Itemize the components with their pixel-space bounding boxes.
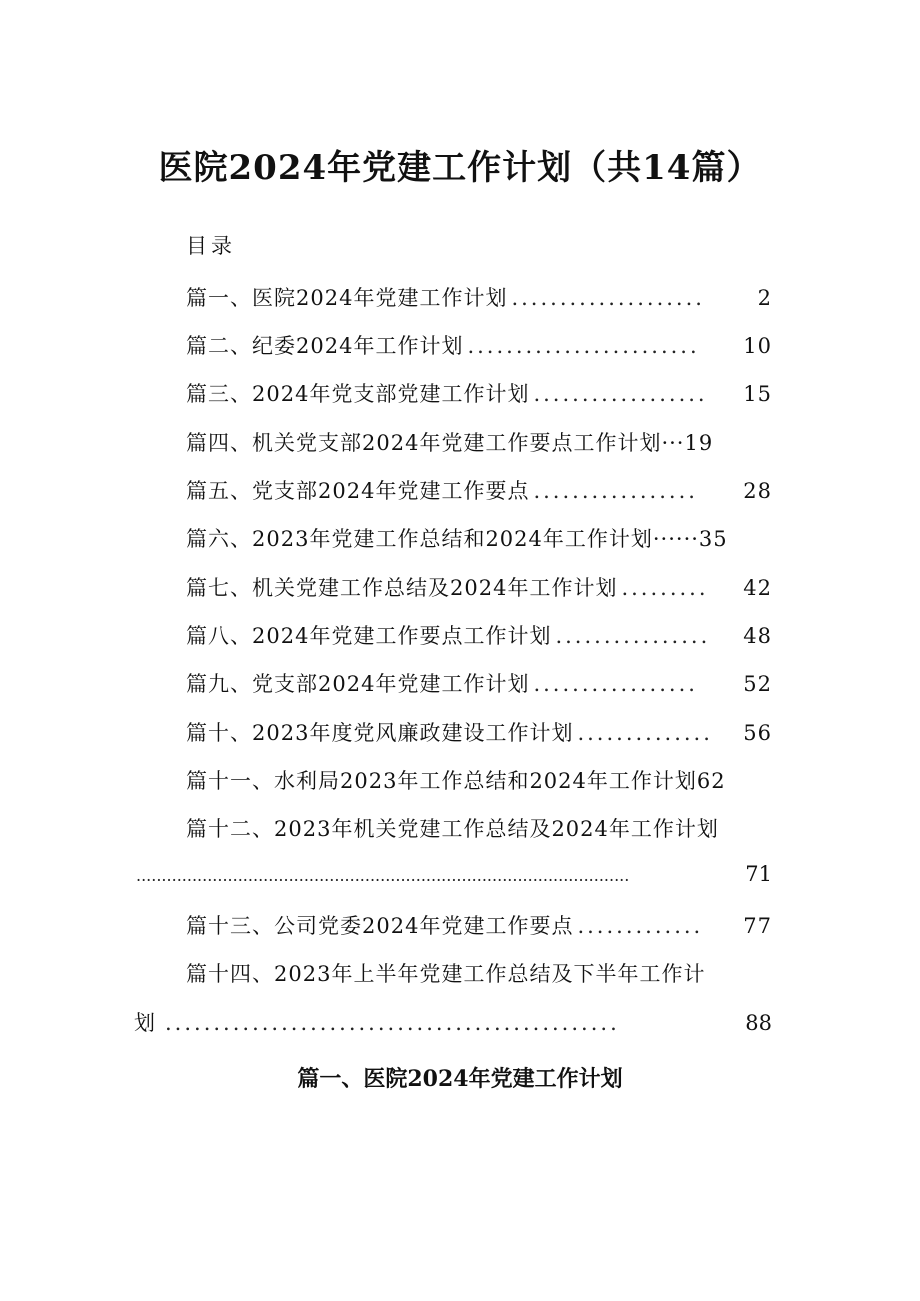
toc-page-number: 56 (743, 721, 772, 745)
toc-entry-12-line-1[interactable] (186, 813, 719, 853)
toc-entry-11[interactable] (186, 765, 772, 805)
toc-entry-4[interactable] (186, 427, 772, 467)
toc-leader: ................ (555, 624, 711, 648)
section-heading: 篇一、医院2024年党建工作计划 (297, 1066, 623, 1092)
toc-leader: ................. (533, 479, 698, 503)
toc-entry-10[interactable] (186, 717, 772, 757)
toc-entry-label: 篇七、机关党建工作总结及2024年工作计划 (186, 576, 618, 600)
toc-entry-label: 篇九、党支部2024年党建工作计划 (186, 672, 530, 696)
toc-leader: ................................................................................................. (136, 866, 630, 885)
toc-entry-label: 划 (134, 1011, 155, 1035)
toc-leader: ................. (533, 672, 698, 696)
toc-leader: ......... (621, 576, 709, 600)
toc-page-number: 15 (743, 382, 772, 406)
toc-leader: .............. (577, 721, 713, 745)
toc-page-number: 52 (743, 672, 772, 696)
toc-entry-9[interactable] (186, 668, 772, 708)
toc-leader: .................... (511, 286, 705, 310)
toc-entry-6[interactable] (186, 523, 772, 563)
toc-entry-label: 篇十二、2023年机关党建工作总结及2024年工作计划 (186, 817, 719, 841)
toc-entry-label: 篇四、机关党支部2024年党建工作要点工作计划···19 (186, 431, 714, 455)
toc-page-number: 28 (743, 479, 772, 503)
toc-page-number: 2 (757, 286, 772, 310)
toc-entry-label: 篇八、2024年党建工作要点工作计划 (186, 624, 552, 648)
toc-page-number: 42 (743, 576, 772, 600)
toc-entry-7[interactable] (186, 572, 772, 612)
toc-page-number: 71 (745, 862, 772, 886)
toc-page-number: 48 (743, 624, 772, 648)
document-title: 医院2024年党建工作计划（共14篇） (158, 148, 762, 188)
toc-entry-label: 篇十三、公司党委2024年党建工作要点 (186, 914, 574, 938)
toc-entry-3[interactable] (186, 378, 772, 418)
toc-entry-label: 篇十、2023年度党风廉政建设工作计划 (186, 721, 574, 745)
toc-page-number: 10 (743, 334, 772, 358)
toc-entry-label: 篇六、2023年党建工作总结和2024年工作计划······35 (186, 527, 728, 551)
toc-heading: 目录 (186, 234, 236, 258)
toc-entry-1[interactable] (186, 282, 772, 322)
toc-entry-label: 篇五、党支部2024年党建工作要点 (186, 479, 530, 503)
toc-page-number: 77 (743, 914, 772, 938)
toc-entry-8[interactable] (186, 620, 772, 660)
toc-entry-label: 篇二、纪委2024年工作计划 (186, 334, 464, 358)
toc-entry-label: 篇三、2024年党支部党建工作计划 (186, 382, 530, 406)
toc-entry-12-line-2[interactable] (134, 862, 772, 902)
toc-page-number: 88 (745, 1011, 772, 1035)
toc-entry-13[interactable] (186, 910, 772, 950)
toc-leader: ............................................... (165, 1011, 620, 1035)
toc-entry-2[interactable] (186, 330, 772, 370)
toc-leader: .................. (533, 382, 708, 406)
toc-leader: ............. (577, 914, 704, 938)
toc-entry-14-line-2[interactable] (134, 1007, 772, 1047)
toc-entry-label: 篇十一、水利局2023年工作总结和2024年工作计划62 (186, 769, 726, 793)
toc-entry-5[interactable] (186, 475, 772, 515)
toc-entry-label: 篇十四、2023年上半年党建工作总结及下半年工作计 (186, 962, 706, 986)
toc-entry-14-line-1[interactable] (186, 958, 705, 998)
toc-leader: ........................ (467, 334, 700, 358)
toc-entry-label: 篇一、医院2024年党建工作计划 (186, 286, 508, 310)
